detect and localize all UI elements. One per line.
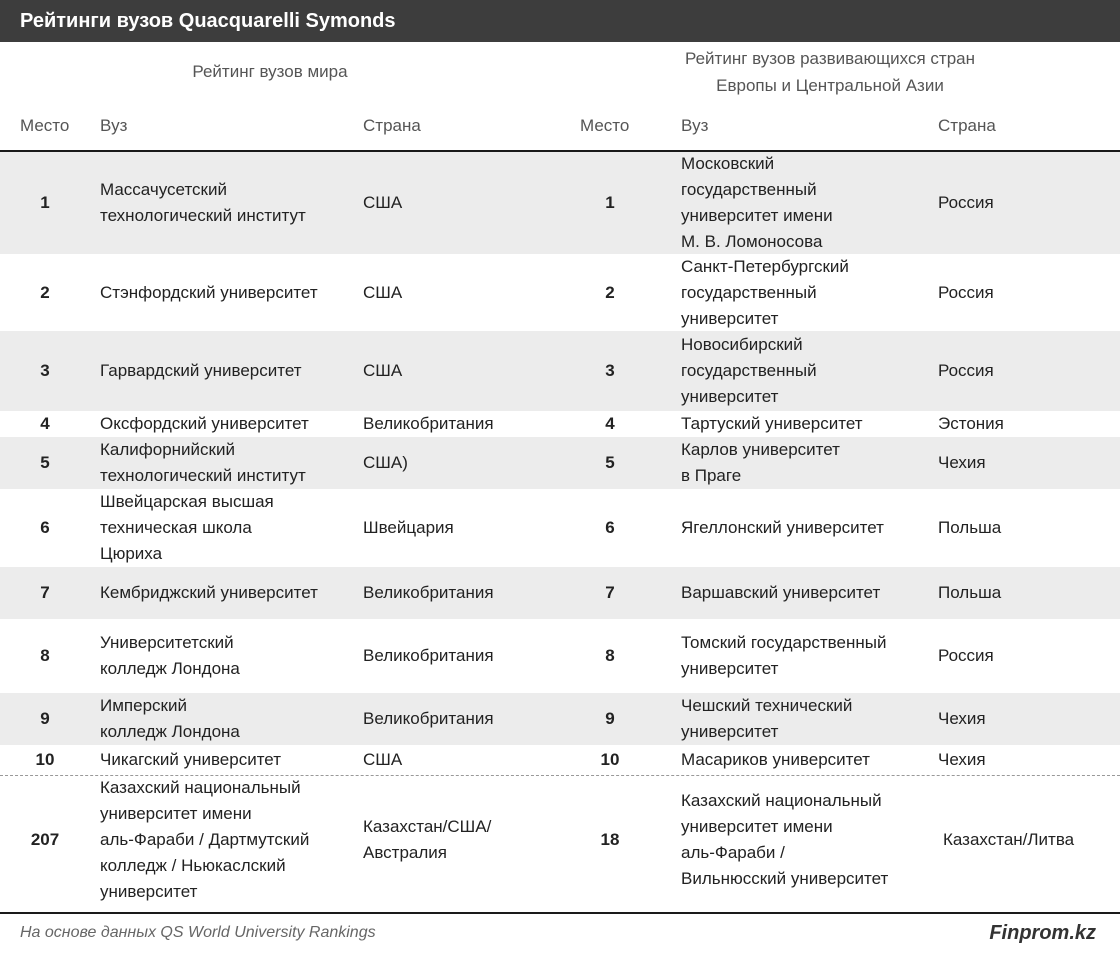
table-row [0,619,1120,693]
country-world-cell [363,619,543,693]
rank-world-cell [20,254,70,331]
country-world-cell-text: США [363,750,403,769]
country-developing-cell [938,567,1108,619]
rank-developing-cell [582,693,638,745]
rank-world-cell [20,619,70,693]
rank-world-cell-text: 8 [40,646,50,665]
table-row [0,411,1120,437]
country-developing-cell [938,619,1108,693]
country-world-cell [363,152,543,254]
country-developing-cell [938,693,1108,745]
university-developing-cell-text: Тартуский университет [681,414,863,433]
country-developing-cell-text: Казахстан/Литва [943,830,1075,849]
footer-divider [0,912,1120,914]
table-row [0,567,1120,619]
country-developing-cell-text: Россия [938,193,994,212]
university-developing-cell-text: Ягеллонский университет [681,518,884,537]
university-world-cell [100,437,350,489]
country-world-cell-text: Великобритания [363,709,494,728]
country-world-cell [363,331,543,411]
rank-world-cell [20,437,70,489]
rank-world-cell-text: 10 [35,750,55,769]
university-world-cell-text: Чикагский университет [100,750,281,769]
university-world-cell-text: Кембриджский университет [100,583,318,602]
university-world-cell-text: Стэнфордский университет [100,282,318,302]
table-row [0,775,1120,904]
university-developing-cell [681,619,916,693]
rank-developing-cell-text: 6 [605,518,615,537]
rank-developing-cell [582,437,638,489]
university-developing-cell [681,411,916,437]
rank-developing-cell [582,331,638,411]
university-world-cell [100,331,350,411]
university-world-cell-text: Казахский национальный университет имени аль-Фараби / Дартмутский колледж / Ньюкаслский университет [100,778,310,901]
rank-world-cell [20,776,70,904]
university-world-cell [100,693,350,745]
country-world-cell [363,776,543,904]
column-header-university-world: Вуз [100,116,128,135]
country-world-cell-text: США [363,282,403,302]
university-world-cell [100,776,350,904]
rank-world-cell [20,411,70,437]
rank-developing-cell [582,745,638,775]
country-developing-cell-text: Чехия [938,453,986,472]
rank-developing-cell-text: 10 [600,750,620,769]
university-world-cell-text: Университетский колледж Лондона [100,633,240,678]
country-world-cell-text: Казахстан/США/ Австралия [363,817,492,862]
country-world-cell-text: США) [363,453,408,472]
country-developing-cell [938,489,1108,567]
country-world-cell-text: Великобритания [363,414,494,433]
rank-world-cell-text: 3 [40,361,50,380]
country-developing-cell [938,254,1108,331]
rank-developing-cell-text: 18 [600,830,620,849]
university-developing-cell-text: Казахский национальный университет имени аль-Фараби / Вильнюсский университет [681,791,889,888]
rank-developing-cell-text: 1 [605,193,615,212]
country-world-cell [363,489,543,567]
country-world-cell [363,745,543,775]
university-world-cell [100,489,350,567]
university-developing-cell [681,152,916,254]
rank-world-cell [20,152,70,254]
country-developing-cell-text: Россия [938,361,994,380]
rank-developing-cell [582,411,638,437]
university-world-cell-text: Швейцарская высшая техническая школа Цюриха [100,492,274,563]
country-world-cell [363,567,543,619]
university-developing-cell-text: Санкт-Петербургский государственный университет [681,256,849,328]
rank-developing-cell-text: 5 [605,453,615,472]
country-world-cell-text: США [363,193,403,212]
university-world-cell [100,152,350,254]
rank-developing-cell [582,776,638,904]
university-developing-cell [681,254,916,331]
country-developing-cell-text: Чехия [938,750,986,769]
country-developing-cell-text: Россия [938,282,994,302]
rank-developing-cell [582,619,638,693]
rank-world-cell [20,693,70,745]
country-developing-cell-text: Польша [938,583,1002,602]
university-world-cell-text: Гарвардский университет [100,361,302,380]
table-row [0,437,1120,489]
footer-brand: Finprom.kz [989,922,1096,944]
university-developing-cell [681,745,916,775]
university-developing-cell-text: Карлов университет в Праге [681,440,840,485]
country-developing-cell-text: Польша [938,518,1002,537]
rank-world-cell-text: 5 [40,453,50,472]
rank-world-cell-text: 207 [30,830,60,849]
rank-world-cell [20,745,70,775]
country-world-cell-text: Швейцария [363,518,454,537]
country-developing-cell [938,437,1108,489]
country-world-cell [363,437,543,489]
rank-world-cell [20,331,70,411]
table-row [0,745,1120,775]
rank-world-cell [20,489,70,567]
rank-developing-cell-text: 4 [605,414,615,433]
group-title-developing-line2: Европы и Центральной Азии [716,76,944,95]
rank-world-cell [20,567,70,619]
rank-world-cell-text: 9 [40,709,50,728]
group-title-developing-line1: Рейтинг вузов развивающихся стран [685,49,975,68]
country-world-cell-text: Великобритания [363,646,494,665]
university-developing-cell [681,693,916,745]
country-developing-cell [938,331,1108,411]
country-developing-cell-text: Россия [938,646,994,665]
country-world-cell-text: Великобритания [363,583,494,602]
university-world-cell [100,254,350,331]
university-developing-cell [681,331,916,411]
rank-developing-cell-text: 8 [605,646,615,665]
university-developing-cell-text: Московский государственный университет имени М. В. Ломоносова [681,154,833,251]
country-developing-cell [938,745,1108,775]
university-world-cell [100,619,350,693]
table-row [0,331,1120,411]
rank-world-cell-text: 7 [40,583,50,602]
country-world-cell [363,693,543,745]
country-developing-cell [943,776,1113,904]
table-row [0,489,1120,567]
rank-developing-cell-text: 9 [605,709,615,728]
group-title-world: Рейтинг вузов мира [192,62,348,81]
column-header-country-world: Страна [363,116,421,135]
column-header-rank-developing: Место [580,116,630,135]
country-developing-cell [938,152,1108,254]
table-row [0,152,1120,254]
column-header-university-developing: Вуз [681,116,709,135]
country-world-cell-text: США [363,361,403,380]
university-world-cell [100,745,350,775]
table-row [0,254,1120,331]
rank-developing-cell [582,567,638,619]
column-header-country-developing: Страна [938,116,996,135]
rank-developing-cell-text: 3 [605,361,615,380]
university-world-cell [100,411,350,437]
university-world-cell-text: Массачусетский технологический институт [100,180,306,225]
country-developing-cell-text: Эстония [938,414,1004,433]
university-developing-cell [681,567,916,619]
country-world-cell [363,254,543,331]
rank-developing-cell-text: 7 [605,583,615,602]
university-world-cell [100,567,350,619]
country-developing-cell [938,411,1108,437]
university-developing-cell-text: Чешский технический университет [681,696,853,741]
rank-world-cell-text: 1 [40,193,50,212]
page-title: Рейтинги вузов Quacquarelli Symonds [0,0,1120,42]
university-developing-cell-text: Новосибирский государственный университет [681,335,817,406]
rank-world-cell-text: 4 [40,414,50,433]
university-developing-cell [681,776,916,904]
rank-world-cell-text: 2 [40,282,50,302]
rank-developing-cell [582,152,638,254]
university-developing-cell-text: Масариков университет [681,750,870,769]
rank-developing-cell [582,254,638,331]
rankings-table [0,152,1120,904]
table-row [0,693,1120,745]
country-world-cell [363,411,543,437]
university-developing-cell [681,437,916,489]
university-world-cell-text: Оксфордский университет [100,414,309,433]
university-world-cell-text: Калифорнийский технологический институт [100,440,306,485]
university-developing-cell [681,489,916,567]
footer-source: На основе данных QS World University Rankings [20,924,376,941]
rank-world-cell-text: 6 [40,518,50,537]
university-developing-cell-text: Варшавский университет [681,583,881,602]
rank-developing-cell [582,489,638,567]
university-world-cell-text: Имперский колледж Лондона [100,696,240,741]
column-header-rank-world: Место [20,116,70,135]
rank-developing-cell-text: 2 [605,282,615,302]
country-developing-cell-text: Чехия [938,709,986,728]
university-developing-cell-text: Томский государственный университет [681,633,887,678]
